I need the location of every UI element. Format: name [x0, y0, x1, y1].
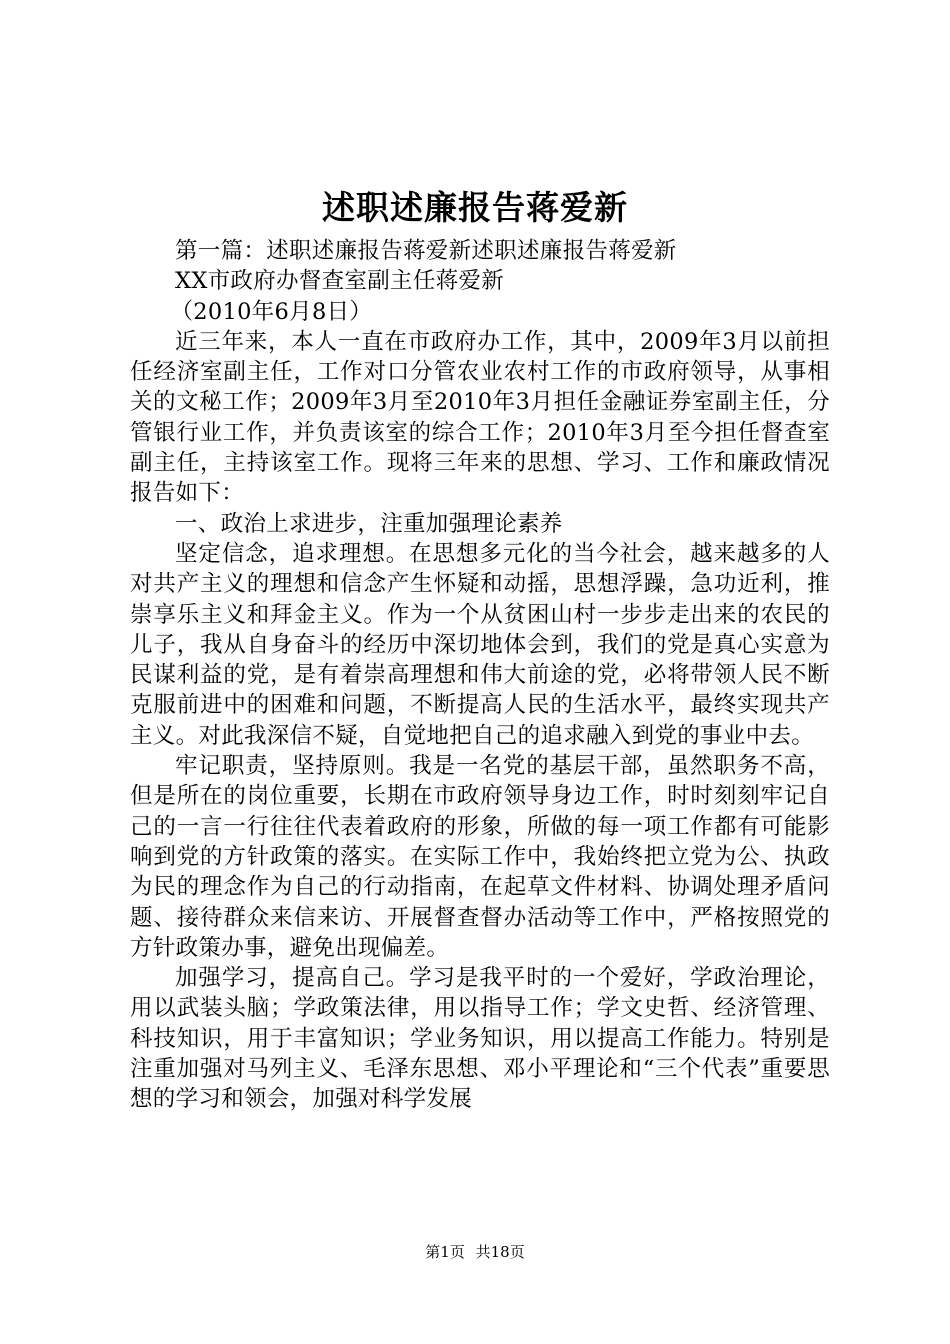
paragraph-subtitle: 第一篇：述职述廉报告蒋爱新述职述廉报告蒋爱新 — [175, 238, 677, 264]
page-footer — [0, 1241, 950, 1263]
paragraph-author: XX市政府办督查室副主任蒋爱新 — [175, 268, 505, 295]
paragraph-duty: 牢记职责，坚持原则。我是一名党的基层干部，虽然职务不高，但是所在的岗位重要，长期在市政府领导身边工作，时时刻刻牢记自己的一言一行往往代表着政府的形象，所做的每一项工作都有可能影响到党的方针政策的落实。在实际工作中，我始终把立党为公、执政为民的理念作为自己的行动指南，在起草文件材料、协调处理矛盾问题、接待群众来信来访、开展督查督办活动等工作中，严格按照党的方针政策办事，避免出现偏差。 — [130, 753, 830, 961]
section-heading-1: 一、政治上求进步，注重加强理论素养 — [175, 510, 563, 537]
paragraph-date: （2010年6月8日） — [170, 298, 373, 325]
document-title: 述职述廉报告蒋爱新 — [322, 188, 628, 227]
paragraph-study: 加强学习，提高自己。学习是我平时的一个爱好，学政治理论，用以武装头脑；学政策法律，用以指导工作；学文史哲、经济管理、科技知识，用于丰富知识；学业务知识，用以提高工作能力。特别是注重加强对马列主义、毛泽东思想、邓小平理论和“三个代表”重要思想的学习和领会，加强对科学发展 — [130, 965, 830, 1113]
page-total: 共18页 — [475, 1243, 525, 1261]
paragraph-intro: 近三年来，本人一直在市政府办工作，其中，2009年3月以前担任经济室副主任，工作对口分管农业农村工作的市政府领导，从事相关的文秘工作；2009年3月至2010年3月担任金融证券室副主任，分管银行业工作，并负责该室的综合工作；2010年3月至今担任督查室副主任，主持该室工作。现将三年来的思想、学习、工作和廉政情况报告如下： — [130, 328, 830, 507]
page-number: 第1页 — [425, 1243, 465, 1261]
paragraph-belief: 坚定信念，追求理想。在思想多元化的当今社会，越来越多的人对共产主义的理想和信念产生怀疑和动摇，思想浮躁，急功近利，推崇享乐主义和拜金主义。作为一个从贫困山村一步步走出来的农民的儿子，我从自身奋斗的经历中深切地体会到，我们的党是真心实意为民谋利益的党，是有着崇高理想和伟大前途的党，必将带领人民不断克服前进中的困难和问题，不断提高人民的生活水平，最终实现共产主义。对此我深信不疑，自觉地把自己的追求融入到党的事业中去。 — [130, 540, 830, 749]
document-body — [130, 236, 830, 1115]
